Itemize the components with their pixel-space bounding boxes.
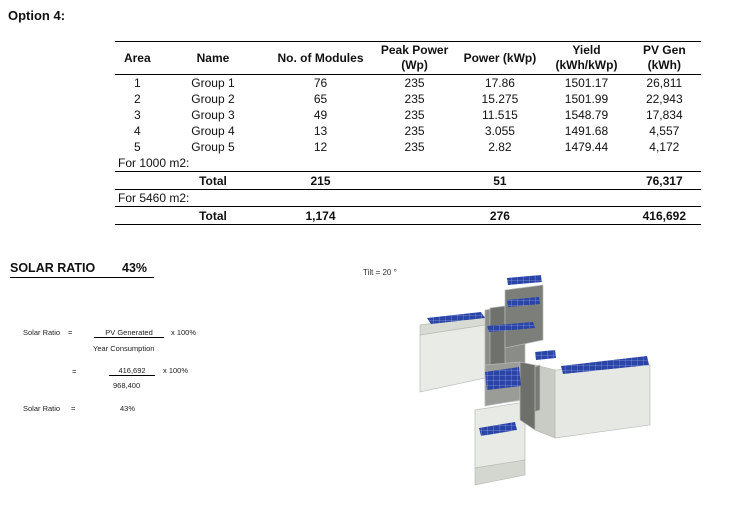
- table-row: [115, 123, 701, 139]
- empty-cell: [375, 172, 455, 190]
- cell: 235: [404, 124, 425, 138]
- total-power: 276: [455, 207, 546, 225]
- cell: 76: [313, 76, 328, 90]
- cell: 2.82: [488, 140, 512, 154]
- section-label: For 1000 m2:: [118, 156, 190, 170]
- panel-array: [535, 350, 556, 360]
- cell: 235: [404, 140, 425, 154]
- col-header: Peak Power (Wp): [375, 42, 455, 75]
- cell: 1491.68: [564, 124, 609, 138]
- cell: 1501.99: [564, 92, 609, 106]
- cell: 4,172: [649, 140, 680, 154]
- cell: 12: [313, 140, 328, 154]
- calc-eq: =: [71, 404, 76, 413]
- empty-cell: [115, 172, 160, 190]
- calc-times: x 100%: [171, 328, 197, 337]
- cell: 17,834: [645, 108, 683, 122]
- calc-numerator-value: 416,692: [109, 366, 155, 376]
- cell: 235: [404, 108, 425, 122]
- total-pv-gen: 76,317: [628, 172, 701, 190]
- cell: Group 5: [191, 140, 235, 154]
- building-3d-model: [415, 270, 665, 495]
- cell: 15.275: [481, 92, 519, 106]
- calc-eq: =: [68, 328, 73, 337]
- cell: 235: [404, 92, 425, 106]
- cell: 2: [133, 92, 141, 106]
- empty-cell: [115, 207, 160, 225]
- cell: 26,811: [646, 76, 683, 90]
- total-label: Total: [160, 207, 267, 225]
- tilt-label: Tilt = 20 °: [363, 268, 397, 277]
- cell: 235: [404, 76, 425, 90]
- cell: 49: [313, 108, 328, 122]
- calc-eq: =: [72, 367, 77, 376]
- cell: 1548.79: [564, 108, 609, 122]
- total-pv-gen: 416,692: [628, 207, 701, 225]
- table-header-row: [115, 42, 701, 75]
- cell: 11.515: [482, 108, 518, 122]
- total-row-1000: [115, 172, 701, 190]
- empty-cell: [545, 172, 627, 190]
- panel-array: [507, 275, 542, 285]
- cell: 17.86: [484, 76, 515, 90]
- calc-numerator-text: PV Generated: [94, 328, 164, 338]
- total-label: Total: [160, 172, 267, 190]
- col-header: Area: [115, 42, 160, 75]
- cell: 4,557: [649, 124, 680, 138]
- table-row: [115, 75, 701, 92]
- cell: 22,943: [645, 92, 683, 106]
- solar-ratio-value: 43%: [122, 261, 148, 275]
- cell: 65: [313, 92, 328, 106]
- section-label: For 5460 m2:: [118, 191, 190, 205]
- cell: 5: [133, 140, 141, 154]
- total-modules: 215: [266, 172, 374, 190]
- solar-ratio-heading: [10, 261, 154, 278]
- empty-cell: [375, 207, 455, 225]
- cell: 1479.44: [564, 140, 609, 154]
- table-row: [115, 139, 701, 155]
- total-power: 51: [455, 172, 546, 190]
- cell: 13: [313, 124, 328, 138]
- cell: Group 1: [191, 76, 235, 90]
- col-header: Name: [160, 42, 267, 75]
- section-label-row: [115, 190, 701, 207]
- calc-result-label: Solar Ratio: [23, 404, 61, 413]
- section-label-row: [115, 155, 701, 172]
- col-header: Yield (kWh/kWp): [545, 42, 627, 75]
- calc-denominator-text: Year Consumption: [93, 344, 155, 353]
- total-modules: 1,174: [266, 207, 374, 225]
- total-row-5460: [115, 207, 701, 225]
- cell: 3: [133, 108, 141, 122]
- calc-denominator-value: 968,400: [113, 381, 141, 390]
- col-header: No. of Modules: [266, 42, 374, 75]
- solar-ratio-label: SOLAR RATIO: [10, 261, 96, 275]
- cell: Group 4: [191, 124, 235, 138]
- cell: Group 3: [191, 108, 235, 122]
- cell: 4: [133, 124, 141, 138]
- col-header: Power (kWp): [455, 42, 546, 75]
- calc-result-value: 43%: [120, 404, 136, 413]
- col-header: PV Gen (kWh): [628, 42, 701, 75]
- pv-table: [115, 41, 701, 225]
- cell: 1: [133, 76, 141, 90]
- page-title: Option 4:: [8, 8, 66, 23]
- cell: 1501.17: [564, 76, 609, 90]
- empty-cell: [545, 207, 627, 225]
- table-row: [115, 91, 701, 107]
- table-row: [115, 107, 701, 123]
- cell: 3.055: [484, 124, 515, 138]
- cell: Group 2: [191, 92, 235, 106]
- calc-line1-label: Solar Ratio: [23, 328, 61, 337]
- calc-times: x 100%: [163, 366, 189, 375]
